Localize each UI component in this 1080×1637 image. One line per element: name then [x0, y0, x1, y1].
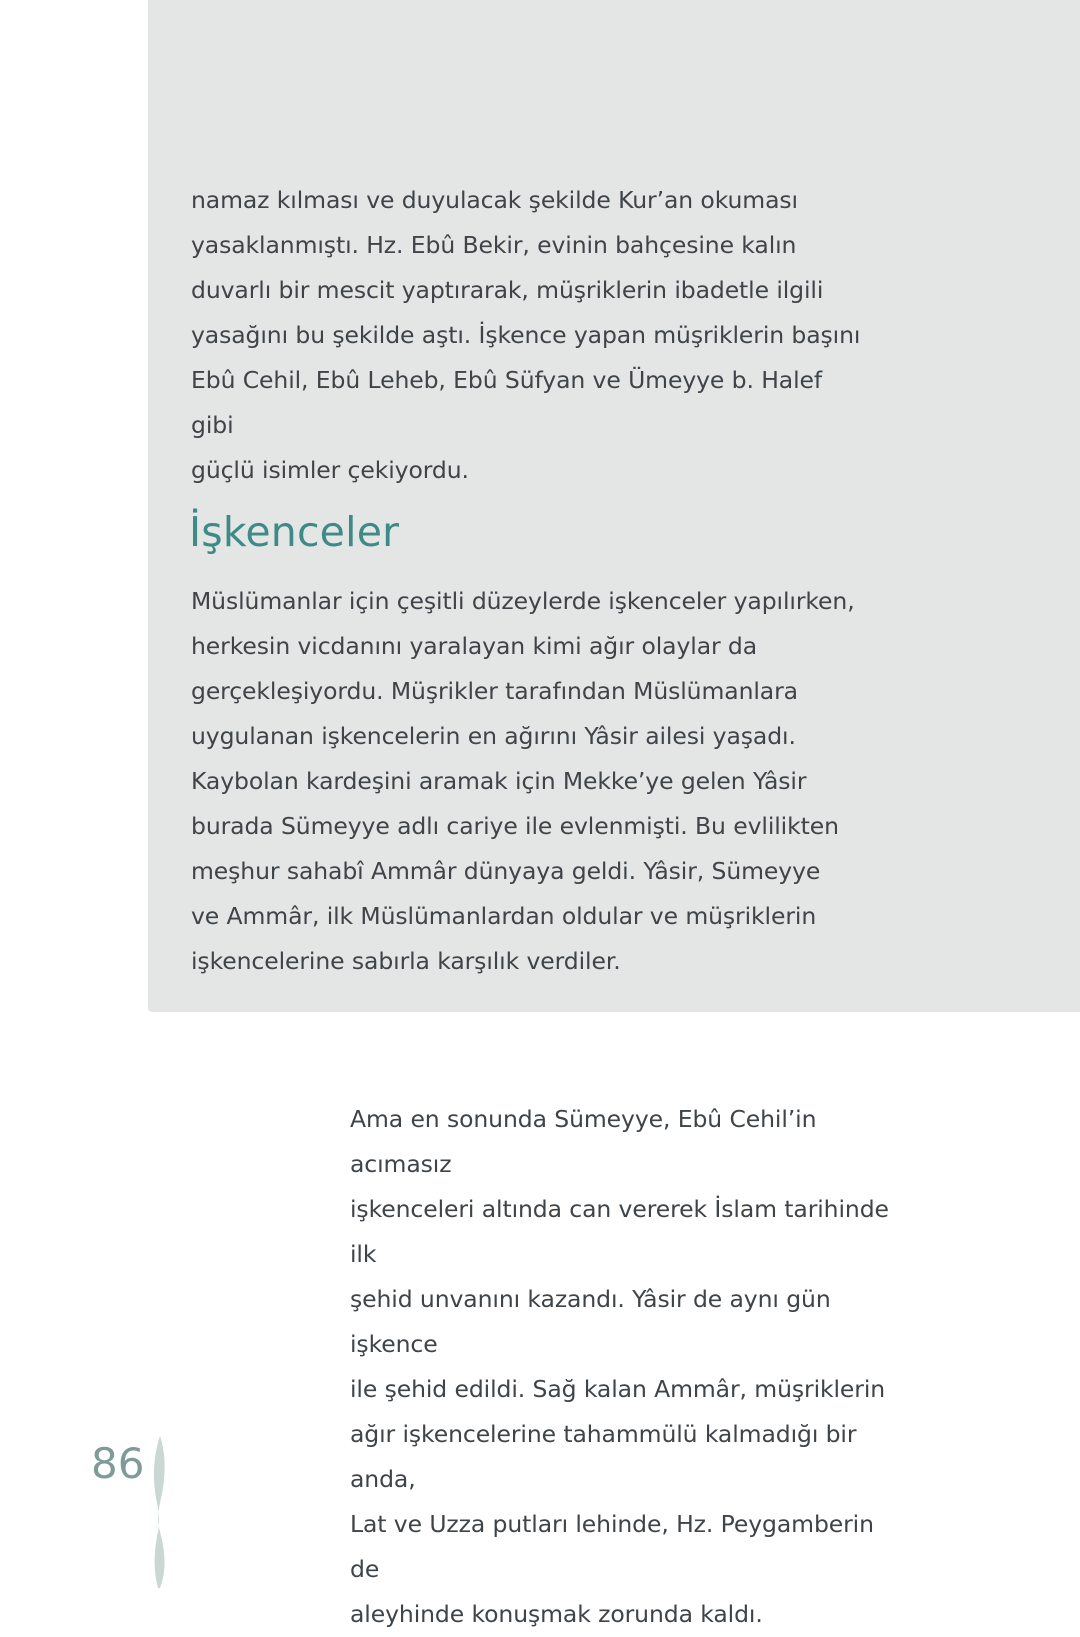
page-number: 86: [91, 1439, 145, 1488]
section-heading: İşkenceler: [189, 508, 400, 556]
torture-paragraph: Müslümanlar için çeşitli düzeylerde işkenceler yapılırken, herkesin vicdanını yaralayan kimi ağır olaylar da gerçekleşiyordu. Müşrikler tarafından Müslümanlara uygulanan işkencelerin en ağırını Yâsir ailesi yaşadı. Kaybolan kardeşini aramak için Mekke’ye gelen Yâsir burada Sümeyye adlı cariye ile evlenmişti. Bu evlilikten meşhur sahabî Ammâr dünyaya geldi. Yâsir, Sümeyye ve Ammâr, ilk Müslümanlardan oldular ve müşriklerin işkencelerine sabırla karşılık verdiler.: [191, 587, 855, 975]
closing-paragraph: Ama en sonunda Sümeyye, Ebû Cehil’in acımasız işkenceleri altında can vererek İslam tarihinde ilk şehid unvanını kazandı. Yâsir de aynı gün işkence ile şehid edildi. Sağ kalan Ammâr, müşriklerin ağır işkencelerine tahammülü kalmadığı bir anda, Lat ve Uzza putları lehinde, Hz. Peygamberin de aleyhinde konuşmak zorunda kaldı.: [350, 1105, 889, 1628]
page-ornament-icon: [149, 1436, 171, 1588]
intro-paragraph: namaz kılması ve duyulacak şekilde Kur’an okuması yasaklanmıştı. Hz. Ebû Bekir, evinin bahçesine kalın duvarlı bir mescit yaptırarak, müşriklerin ibadetle ilgili yasağını bu şekilde aştı. İşkence yapan müşriklerin başını Ebû Cehil, Ebû Leheb, Ebû Süfyan ve Ümeyye b. Halef gibi güçlü isimler çekiyordu.: [191, 186, 861, 484]
